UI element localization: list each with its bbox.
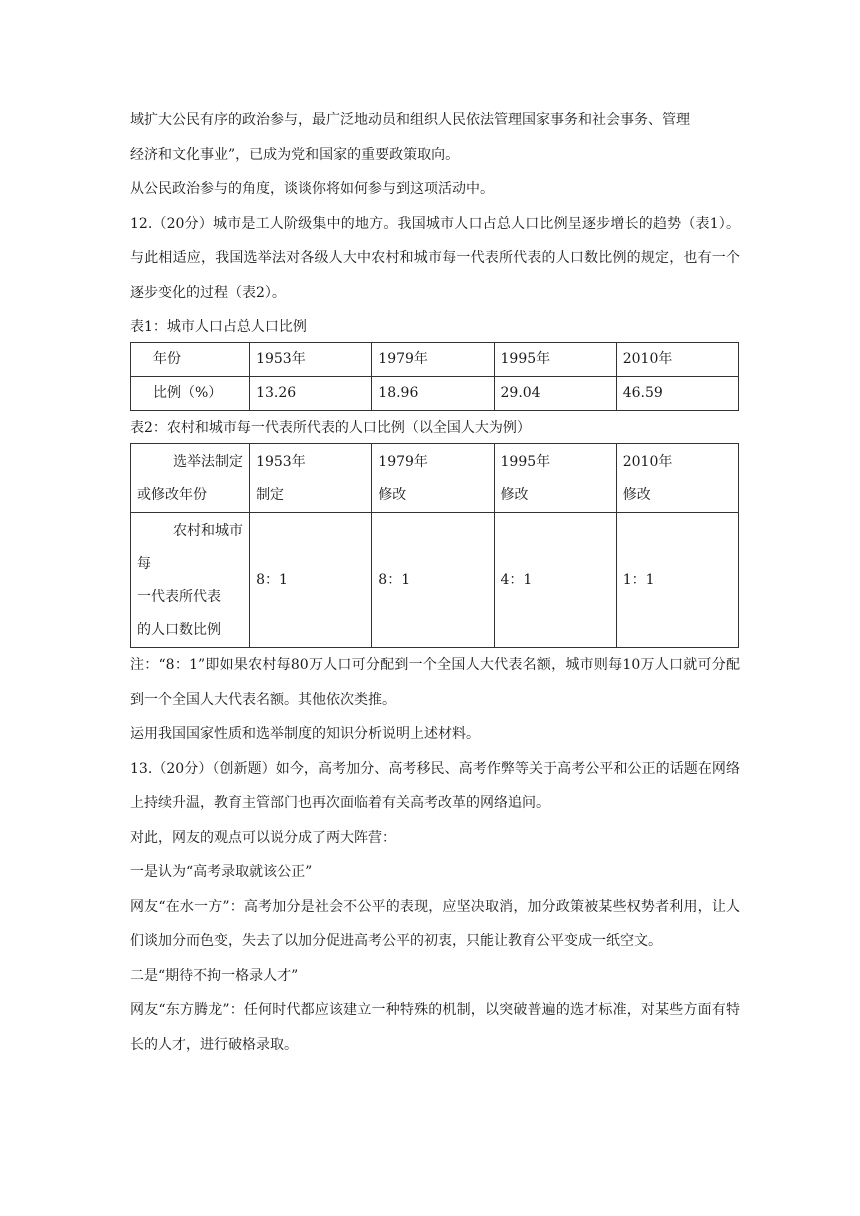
- action-label: 制定: [256, 487, 285, 503]
- question-12-text: 12.（20分）城市是工人阶级集中的地方。我国城市人口占总人口比例呈逐步增长的趋势（表1）。与此相适应，我国选举法对各级人大中农村和城市每一代表所代表的人口数比例的规定，也有一个逐步变化的过程（表2）。: [130, 215, 740, 301]
- table-cell: 1：1: [616, 513, 738, 648]
- year-label: 2010年: [622, 454, 673, 470]
- table-row: [131, 377, 739, 411]
- table-cell: 29.04: [494, 377, 616, 411]
- table2-caption: 表2：农村和城市每一代表所代表的人口比例（以全国人大为例）: [130, 420, 531, 436]
- viewpoint-2: 二是“期待不拘一格录人才”: [130, 967, 299, 984]
- table-note: 注：“8：1”即如果农村每80万人口可分配到一个全国人大代表名额，城市则每10万人口就可分配到一个全国人大代表名额。其他依次类推。: [130, 657, 740, 708]
- table-cell: 13.26: [250, 377, 372, 411]
- table-urban-population-ratio: [130, 342, 739, 411]
- table-header-cell: 1995年: [494, 343, 616, 377]
- year-label: 1953年: [256, 454, 306, 470]
- action-label: 修改: [378, 487, 407, 503]
- table-cell: 4：1: [494, 513, 616, 648]
- question-12-prompt: 运用我国国家性质和选举制度的知识分析说明上述材料。: [130, 726, 480, 742]
- action-label: 修改: [622, 487, 651, 503]
- row-label-line: 农村和城市: [173, 523, 244, 539]
- intro-line-1: 域扩大公民有序的政治参与，最广泛地动员和组织人民依法管理国家事务和社会事务、管理: [130, 112, 690, 128]
- table-header-cell: [494, 444, 616, 513]
- table-header-cell: 2010年: [616, 343, 738, 377]
- row-label-line: 的人口数比例: [137, 622, 221, 638]
- viewpoint-1: 一是认为“高考录取就该公正”: [130, 864, 313, 880]
- year-label: 1995年: [500, 454, 551, 470]
- document-page: [130, 103, 740, 1062]
- table-cell: 8：1: [372, 513, 494, 648]
- table-header-cell: [616, 444, 738, 513]
- action-label: 修改: [500, 487, 529, 503]
- question-13-text: 13.（20分）（创新题）如今，高考加分、高考移民、高考作弊等关于高考公平和公正的话题在网络上持续升温，教育主管部门也再次面临着有关高考改革的网络追问。: [130, 760, 740, 811]
- table-header-cell: [372, 444, 494, 513]
- table-header-cell: 1953年: [250, 343, 372, 377]
- row-label-line: 每: [137, 556, 151, 572]
- question-13-line: 对此，网友的观点可以说分成了两大阵营：: [130, 829, 396, 846]
- table-representation-ratio: [130, 443, 739, 648]
- intro-question: 从公民政治参与的角度，谈谈你将如何参与到这项活动中。: [130, 181, 494, 197]
- table-cell: 46.59: [616, 377, 738, 411]
- header-label-line: 或修改年份: [137, 487, 207, 503]
- table-row: [131, 343, 739, 377]
- table-row: [131, 513, 739, 648]
- intro-line-2: 经济和文化事业”，已成为党和国家的重要政策取向。: [130, 146, 460, 163]
- table-header-cell: 年份: [131, 343, 250, 377]
- table-header-cell: 1979年: [372, 343, 494, 377]
- netizen-comment-2: 网友“东方腾龙”：任何时代都应该建立一种特殊的机制，以突破普遍的选才标准，对某些方面有特长的人才，进行破格录取。: [130, 1002, 740, 1053]
- table-row-label: 比例（%）: [131, 377, 250, 411]
- table-header-cell: [131, 444, 250, 513]
- header-label-line: 选举法制定: [173, 454, 244, 470]
- year-label: 1979年: [378, 454, 428, 470]
- table-cell: 8：1: [250, 513, 372, 648]
- table-row: [131, 444, 739, 513]
- table1-caption: 表1：城市人口占总人口比例: [130, 319, 307, 335]
- row-label-line: 一代表所代表: [137, 589, 221, 605]
- netizen-comment-1: 网友“在水一方”：高考加分是社会不公平的表现，应坚决取消，加分政策被某些权势者利用，让人们谈加分而色变，失去了以加分促进高考公平的初衷，只能让教育公平变成一纸空文。: [130, 898, 740, 949]
- table-row-label: [131, 513, 250, 648]
- table-header-cell: [250, 444, 372, 513]
- table-cell: 18.96: [372, 377, 494, 411]
